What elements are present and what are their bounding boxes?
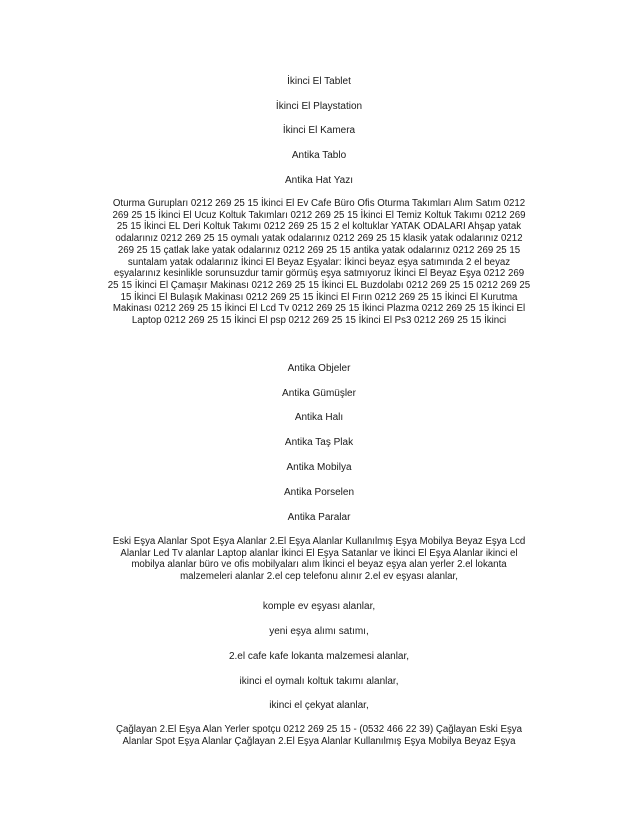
paragraph-line: mobilya alanlar büro ve ofis mobilyaları alım İkinci el beyaz eşya alan yerler 2.el lokanta <box>131 559 507 571</box>
list-item-antika-tas-plak: Antika Taş Plak <box>284 437 354 448</box>
paragraph-line: Oturma Gurupları 0212 269 25 15 İkinci El Ev Cafe Büro Ofis Oturma Takımları Alım Satım 0212 <box>112 198 526 209</box>
paragraph-line: suntalam yatak odalarınız İkinci El Beyaz Eşyalar: İkinci beyaz eşya satımında 2 el beyaz <box>127 256 511 268</box>
paragraph-line: Alanlar Spot Eşya Alanlar Çağlayan 2.El Eşya Alanlar Kullanılmış Eşya Mobilya Beyaz Eşya <box>122 735 516 747</box>
paragraph-line: Eski Eşya Alanlar Spot Eşya Alanlar 2.El Eşya Alanlar Kullanılmış Eşya Mobilya Beyaz Eşya Lcd <box>112 536 526 547</box>
list-item-tablet: İkinci El Tablet <box>287 76 351 87</box>
paragraph-line: 15 İkinci El Bulaşık Makinası 0212 269 25 15 İkinci El Fırın 0212 269 25 15 İkinci El Kurutma <box>120 291 518 303</box>
list-item-cekyat: ikinci el çekyat alanlar, <box>269 700 369 711</box>
list-item-antika-hat-yazi: Antika Hat Yazı <box>285 175 353 186</box>
paragraph-line: Çağlayan 2.El Eşya Alan Yerler spotçu 0212 269 25 15 - (0532 466 22 39) Çağlayan Eski Eşya <box>115 724 523 735</box>
paragraph-line: Laptop 0212 269 25 15 İkinci El psp 0212 269 25 15 İkinci El Ps3 0212 269 25 15 İkinci <box>131 315 507 327</box>
paragraph-line: 25 15 İkinci El Çamaşır Makinası 0212 269 25 15 İkinci EL Buzdolabı 0212 269 25 15 0212 269 25 <box>107 279 531 291</box>
list-item-antika-porselen: Antika Porselen <box>283 487 355 498</box>
list-item-antika-objeler: Antika Objeler <box>287 363 351 374</box>
paragraph-caglayan <box>92 724 546 747</box>
list-item-antika-gumusler: Antika Gümüşler <box>282 388 356 399</box>
paragraph-eski-esya <box>92 536 546 583</box>
paragraph-line: odalarınız 0212 269 25 15 oymalı yatak odalarınız 0212 269 25 15 klasik yatak odalarınız 0212 <box>115 233 523 245</box>
paragraph-line: Alanlar Led Tv alanlar Laptop alanlar İkinci El Eşya Satanlar ve İkinci El Eşya Alanlar ikinci el <box>120 547 518 559</box>
list-item-cafe-lokanta: 2.el cafe kafe lokanta malzemesi alanlar, <box>228 651 410 662</box>
paragraph-line: Makinası 0212 269 25 15 İkinci El Lcd Tv 0212 269 25 15 İkinci Plazma 0212 269 25 15 İkinci El <box>112 303 526 315</box>
paragraph-line: malzemeleri alanlar 2.el cep telefonu alınır 2.el ev eşyası alanlar, <box>180 571 458 583</box>
list-item-antika-tablo: Antika Tablo <box>291 150 347 161</box>
paragraph-line: 25 15 İkinci EL Deri Koltuk Takımı 0212 269 25 15 2 el koltuklar YATAK ODALARI Ahşap yatak <box>116 221 522 233</box>
paragraph-line: 269 25 15 çatlak lake yatak odalarınız 0212 269 25 15 antika yatak odalarınız 0212 269 25 15 <box>117 244 521 256</box>
list-item-kamera: İkinci El Kamera <box>282 125 356 136</box>
list-item-komple-ev: komple ev eşyası alanlar, <box>262 601 376 612</box>
list-item-antika-mobilya: Antika Mobilya <box>286 462 352 473</box>
list-item-antika-hali: Antika Halı <box>294 412 344 423</box>
paragraph-furniture-appliances <box>92 198 546 327</box>
list-item-oymali-koltuk: ikinci el oymalı koltuk takımı alanlar, <box>239 676 399 687</box>
paragraph-line: 269 25 15 İkinci El Ucuz Koltuk Takımları 0212 269 25 15 İkinci El Temiz Koltuk Takımı 0212 269 <box>112 209 526 221</box>
list-item-playstation: İkinci El Playstation <box>275 101 363 112</box>
paragraph-line: eşyalarınız kesinlikle sorunsuzdur tamir görmüş eşya satmıyoruz İkinci El Beyaz Eşya 0212 269 <box>113 268 525 280</box>
list-item-antika-paralar: Antika Paralar <box>287 512 351 523</box>
list-item-yeni-esya: yeni eşya alımı satımı, <box>269 626 369 637</box>
